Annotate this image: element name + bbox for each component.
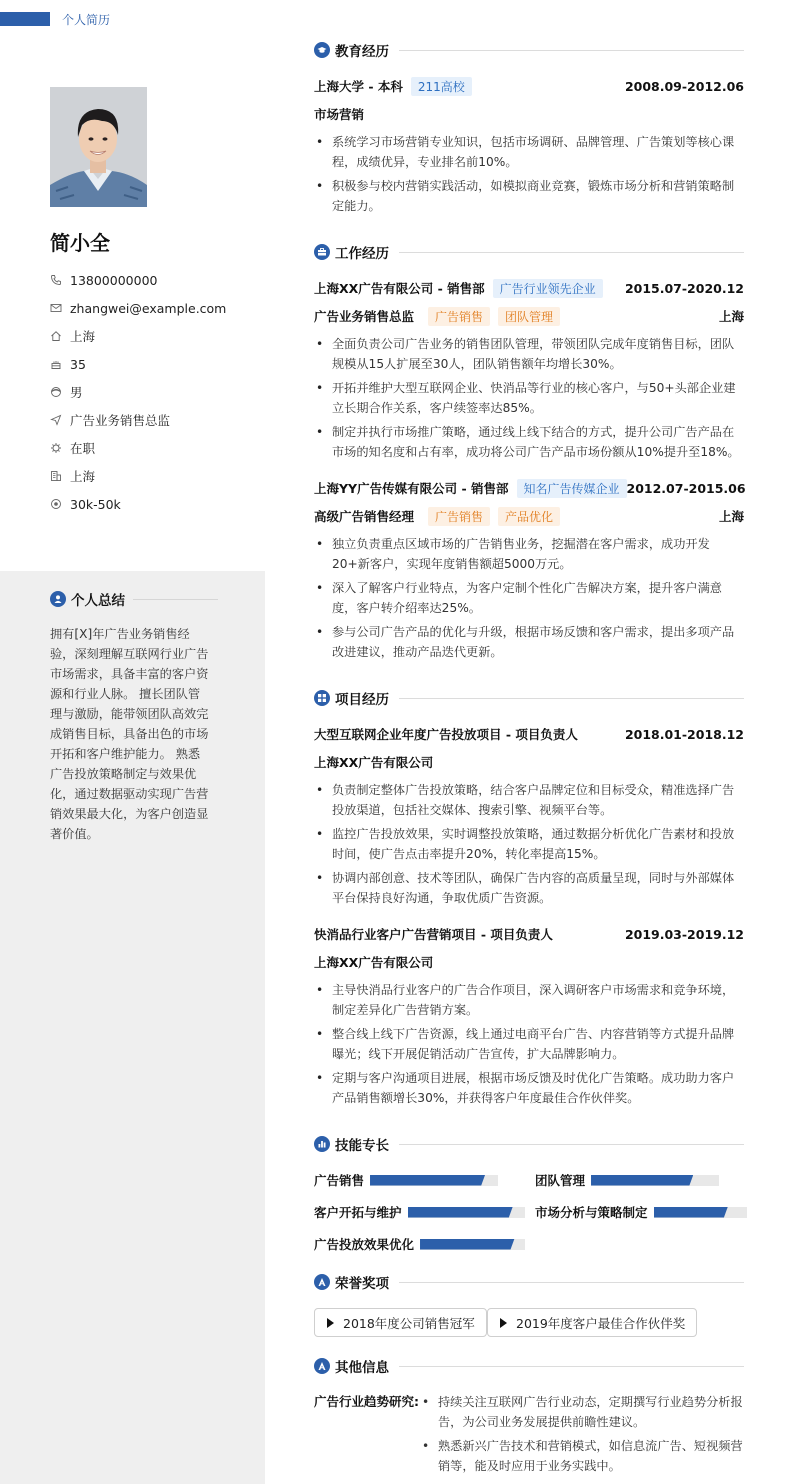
salary-text: 30k-50k <box>70 496 121 512</box>
status-icon <box>50 442 62 454</box>
job-role: 高级广告销售经理 <box>314 509 415 524</box>
section-divider <box>399 1366 744 1367</box>
job-company: 上海XX广告有限公司 - 销售部 <box>314 281 485 296</box>
list-item: • 协调内部创意、技术等团队，确保广告内容的高质量呈现，同时与外部媒体平台保持良好沟通，争取优质广告资源。 <box>314 868 744 908</box>
other-label: 广告行业趋势研究: <box>314 1394 419 1409</box>
section-divider <box>399 252 744 253</box>
job-header <box>314 278 744 298</box>
role-tag: 广告销售 <box>428 507 490 526</box>
info-gender <box>50 378 260 406</box>
education-date: 2008.09-2012.06 <box>624 78 744 94</box>
project-bullets <box>314 980 744 1112</box>
skill-bar <box>591 1175 719 1186</box>
info-city <box>50 462 260 490</box>
skill-bar <box>370 1175 498 1186</box>
skill-bar-fill <box>591 1175 693 1186</box>
projects-section-header <box>314 689 744 707</box>
list-item: • 积极参与校内营销实践活动，如模拟商业竞赛，锻炼市场分析和营销策略制定能力。 <box>314 176 744 216</box>
job-role-row <box>314 306 744 326</box>
skill-item <box>314 1202 525 1222</box>
gender-text: 男 <box>70 385 83 400</box>
status-text: 在职 <box>70 441 96 456</box>
bar-chart-icon <box>314 1136 330 1152</box>
skills-section-header <box>314 1135 744 1153</box>
section-divider <box>133 599 218 600</box>
company-tag: 知名广告传媒企业 <box>517 479 627 498</box>
skill-name: 团队管理 <box>535 1173 586 1188</box>
project-company: 上海XX广告有限公司 <box>314 955 434 970</box>
graduation-cap-icon <box>314 42 330 58</box>
left-sidebar <box>0 0 265 1484</box>
award-text: 2018年度公司销售冠军 <box>343 1315 475 1331</box>
info-phone <box>50 266 260 294</box>
job-date: 2015.07-2020.12 <box>624 280 744 296</box>
job-role: 广告业务销售总监 <box>314 309 415 324</box>
skill-bar <box>420 1239 525 1250</box>
project-date: 2019.03-2019.12 <box>624 926 744 942</box>
play-icon <box>327 1318 334 1328</box>
info-salary <box>50 490 260 518</box>
education-title: 教育经历 <box>335 44 389 60</box>
job-bullets <box>314 334 744 466</box>
role-tag: 产品优化 <box>498 507 560 526</box>
list-item: • 参与公司广告产品的优化与升级，根据市场反馈和客户需求，提出多项产品改进建议，推动产品迭代更新。 <box>314 622 744 662</box>
briefcase-icon <box>314 244 330 260</box>
project-header <box>314 724 744 744</box>
grid-icon <box>314 690 330 706</box>
job-header <box>314 478 744 498</box>
project-company-row <box>314 952 744 972</box>
skill-bar-fill <box>408 1207 513 1218</box>
skill-name: 广告销售 <box>314 1173 365 1188</box>
location-text: 上海 <box>70 329 96 344</box>
education-major-row <box>314 104 744 124</box>
info-age <box>50 350 260 378</box>
email-text: zhangwei@example.com <box>70 300 227 316</box>
list-item: • 熟悉新兴广告技术和营销模式，如信息流广告、短视频营销等，能及时应用于业务实践中。 <box>420 1436 744 1476</box>
list-item: • 主导快消品行业客户的广告合作项目，深入调研客户市场需求和竞争环境，制定差异化广告营销方案。 <box>314 980 744 1020</box>
job-company: 上海YY广告传媒有限公司 - 销售部 <box>314 481 509 496</box>
page-title: 个人简历 <box>62 13 111 27</box>
section-divider <box>399 1282 744 1283</box>
project-company-row <box>314 752 744 772</box>
skill-bar <box>408 1207 525 1218</box>
school-tag: 211高校 <box>411 77 472 96</box>
avatar <box>50 87 147 207</box>
work-title: 工作经历 <box>335 246 389 262</box>
skill-item <box>535 1202 747 1222</box>
awards-section-header <box>314 1273 744 1291</box>
list-item: • 制定并执行市场推广策略，通过线上线下结合的方式，提升公司广告产品在市场的知名度和占有率，成功将公司广告产品市场份额从10%提升至18%。 <box>314 422 744 462</box>
project-date: 2018.01-2018.12 <box>624 726 744 742</box>
age-text: 35 <box>70 356 86 372</box>
job-date: 2012.07-2015.06 <box>626 480 746 496</box>
major: 市场营销 <box>314 107 365 122</box>
gender-icon <box>50 386 62 398</box>
project-header <box>314 924 744 944</box>
list-item: • 持续关注互联网广告行业动态，定期撰写行业趋势分析报告，为公司业务发展提供前瞻性建议。 <box>420 1392 744 1432</box>
company-tag: 广告行业领先企业 <box>493 279 603 298</box>
phone-icon <box>50 274 62 286</box>
skill-bar-fill <box>420 1239 515 1250</box>
avatar-photo <box>50 87 147 207</box>
section-divider <box>399 1144 744 1145</box>
skill-bar-fill <box>370 1175 485 1186</box>
skill-name: 广告投放效果优化 <box>314 1237 415 1252</box>
info-email <box>50 294 260 322</box>
projects-title: 项目经历 <box>335 692 389 708</box>
skill-item <box>314 1234 525 1254</box>
position-text: 广告业务销售总监 <box>70 413 171 428</box>
city-text: 上海 <box>70 469 96 484</box>
skill-item <box>314 1170 498 1190</box>
other-bullets <box>420 1392 744 1480</box>
list-item: • 深入了解客户行业特点，为客户定制个性化广告解决方案，提升客户满意度，客户转介绍率达25%。 <box>314 578 744 618</box>
award-chip <box>314 1308 487 1337</box>
other-section-header <box>314 1357 744 1375</box>
section-divider <box>399 50 744 51</box>
project-name: 快消品行业客户广告营销项目 - 项目负责人 <box>314 927 553 942</box>
skills-title: 技能专长 <box>335 1138 389 1154</box>
contact-info-list <box>50 266 260 518</box>
job-bullets <box>314 534 744 666</box>
list-item: • 整合线上线下广告资源，线上通过电商平台广告、内容营销等方式提升品牌曝光；线下开展促销活动广告宣传，扩大品牌影响力。 <box>314 1024 744 1064</box>
position-icon <box>50 414 62 426</box>
user-icon <box>50 591 66 607</box>
list-item: • 独立负责重点区域市场的广告销售业务，挖掘潜在客户需求，成功开发20+新客户，实现年度销售额超5000万元。 <box>314 534 744 574</box>
section-divider <box>399 698 744 699</box>
info-position <box>50 406 260 434</box>
age-icon <box>50 358 62 370</box>
award-icon <box>314 1274 330 1290</box>
skill-name: 客户开拓与维护 <box>314 1205 402 1220</box>
salary-icon <box>50 498 62 510</box>
awards-title: 荣誉奖项 <box>335 1276 389 1292</box>
skill-name: 市场分析与策略制定 <box>535 1205 648 1220</box>
summary-text: 拥有[X]年广告业务销售经验，深刻理解互联网行业广告市场需求，具备丰富的客户资源和行业人脉。 擅长团队管理与激励，能带领团队高效完成销售目标，具备出色的市场开拓和客户维护能力。 熟悉广告投放策略制定与效果优化，通过数据驱动实现广告营销效果最大化，为客户创造显著价值。 <box>50 627 209 841</box>
skill-bar <box>654 1207 747 1218</box>
skill-item <box>535 1170 719 1190</box>
education-entry-header <box>314 76 744 96</box>
play-icon <box>500 1318 507 1328</box>
role-tag: 团队管理 <box>498 307 560 326</box>
skill-bar-fill <box>654 1207 728 1218</box>
project-bullets <box>314 780 744 912</box>
home-icon <box>50 330 62 342</box>
list-item: • 定期与客户沟通项目进展，根据市场反馈及时优化广告策略。成功助力客户产品销售额增长30%，并获得客户年度最佳合作伙伴奖。 <box>314 1068 744 1108</box>
project-name: 大型互联网企业年度广告投放项目 - 项目负责人 <box>314 727 578 742</box>
education-section-header <box>314 41 744 59</box>
project-company: 上海XX广告有限公司 <box>314 755 434 770</box>
list-item: • 全面负责公司广告业务的销售团队管理，带领团队完成年度销售目标，团队规模从15人扩展至30人，团队销售额年均增长30%。 <box>314 334 744 374</box>
mail-icon <box>50 302 62 314</box>
other-title: 其他信息 <box>335 1360 389 1376</box>
info-location <box>50 322 260 350</box>
award-text: 2019年度客户最佳合作伙伴奖 <box>516 1315 686 1331</box>
job-city: 上海 <box>718 309 744 324</box>
summary-title: 个人总结 <box>71 593 125 609</box>
work-section-header <box>314 243 744 261</box>
school-name: 上海大学 - 本科 <box>314 79 403 94</box>
list-item: • 监控广告投放效果，实时调整投放策略，通过数据分析优化广告素材和投放时间，使广告点击率提升20%，转化率提高15%。 <box>314 824 744 864</box>
summary-section-header <box>50 590 218 608</box>
info-status <box>50 434 260 462</box>
city-icon <box>50 470 62 482</box>
phone-text: 13800000000 <box>70 272 158 288</box>
list-item: • 开拓并维护大型互联网企业、快消品等行业的核心客户，与50+头部企业建立长期合作关系，客户续签率达85%。 <box>314 378 744 418</box>
list-item: • 系统学习市场营销专业知识，包括市场调研、品牌管理、广告策划等核心课程，成绩优异，专业排名前10%。 <box>314 132 744 172</box>
list-item: • 负责制定整体广告投放策略，结合客户品牌定位和目标受众，精准选择广告投放渠道，包括社交媒体、搜索引擎、视频平台等。 <box>314 780 744 820</box>
job-role-row <box>314 506 744 526</box>
candidate-name: 简小全 <box>50 231 110 255</box>
role-tag: 广告销售 <box>428 307 490 326</box>
info-icon <box>314 1358 330 1374</box>
award-chip <box>487 1308 697 1337</box>
education-bullets <box>314 132 744 220</box>
job-city: 上海 <box>718 509 744 524</box>
